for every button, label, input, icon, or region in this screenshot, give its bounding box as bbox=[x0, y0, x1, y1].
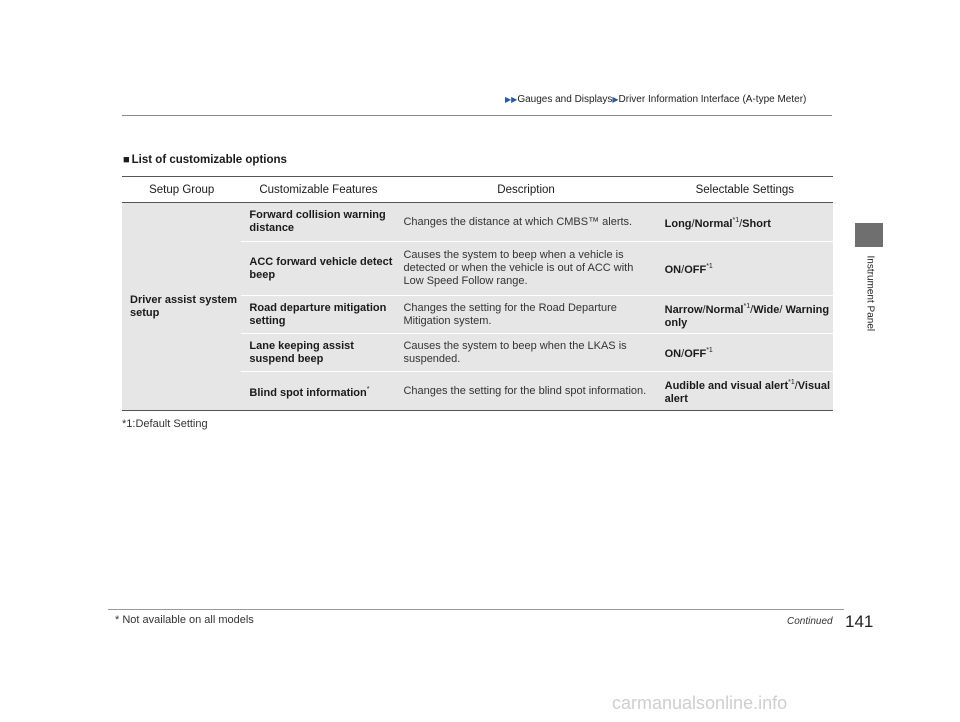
description-cell: Changes the distance at which CMBS™ alerts. bbox=[395, 203, 656, 242]
description-cell: Causes the system to beep when the LKAS is suspended. bbox=[395, 334, 656, 372]
settings-cell: Long/Normal$^{*1}$/Short bbox=[657, 203, 833, 242]
continued-label: Continued bbox=[787, 616, 833, 627]
side-tab-label: Instrument Panel bbox=[864, 255, 876, 332]
settings-cell: ON/OFF$^{*1}$ bbox=[657, 334, 833, 372]
description-cell: Causes the system to beep when a vehicle is detected or when the vehicle is out of ACC with Low Speed Follow range. bbox=[395, 242, 656, 296]
options-table bbox=[122, 176, 833, 411]
settings-cell: Narrow/Normal$^{*1}$/Wide/ Warning only bbox=[657, 296, 833, 334]
breadcrumb-part-2: Driver Information Interface (A-type Meter) bbox=[618, 94, 807, 105]
feature-cell: Road departure mitigation setting bbox=[241, 296, 395, 334]
footnote: *1:Default Setting bbox=[122, 418, 208, 430]
feature-cell: Forward collision warning distance bbox=[241, 203, 395, 242]
feature-cell: Lane keeping assist suspend beep bbox=[241, 334, 395, 372]
header-divider bbox=[122, 115, 832, 116]
breadcrumb bbox=[505, 94, 806, 105]
table-row bbox=[122, 203, 833, 242]
section-tab-marker bbox=[855, 223, 883, 247]
description-cell: Changes the setting for the Road Departure Mitigation system. bbox=[395, 296, 656, 334]
setup-group-cell: Driver assist system setup bbox=[122, 203, 241, 411]
settings-cell: ON/OFF$^{*1}$ bbox=[657, 242, 833, 296]
page-number: 141 bbox=[845, 612, 874, 631]
breadcrumb-part-1: Gauges and Displays bbox=[517, 94, 613, 105]
description-cell: Changes the setting for the blind spot information. bbox=[395, 372, 656, 411]
column-header: Setup Group bbox=[122, 177, 241, 203]
feature-cell: Blind spot information* bbox=[241, 372, 395, 411]
column-header: Selectable Settings bbox=[657, 177, 833, 203]
square-bullet-icon: ■ bbox=[123, 154, 130, 166]
column-header: Customizable Features bbox=[241, 177, 395, 203]
table-header-row bbox=[122, 177, 833, 203]
not-available-note: * Not available on all models bbox=[115, 614, 254, 626]
feature-cell: ACC forward vehicle detect beep bbox=[241, 242, 395, 296]
footer-divider bbox=[108, 609, 844, 610]
settings-cell: Audible and visual alert$^{*1}$/Visual alert bbox=[657, 372, 833, 411]
watermark: carmanualsonline.info bbox=[612, 693, 788, 713]
triangle-icon: ▶ bbox=[612, 95, 619, 104]
column-header: Description bbox=[395, 177, 656, 203]
section-title: ■ List of customizable options bbox=[123, 154, 287, 166]
triangle-icon: ▶▶ bbox=[505, 95, 518, 104]
